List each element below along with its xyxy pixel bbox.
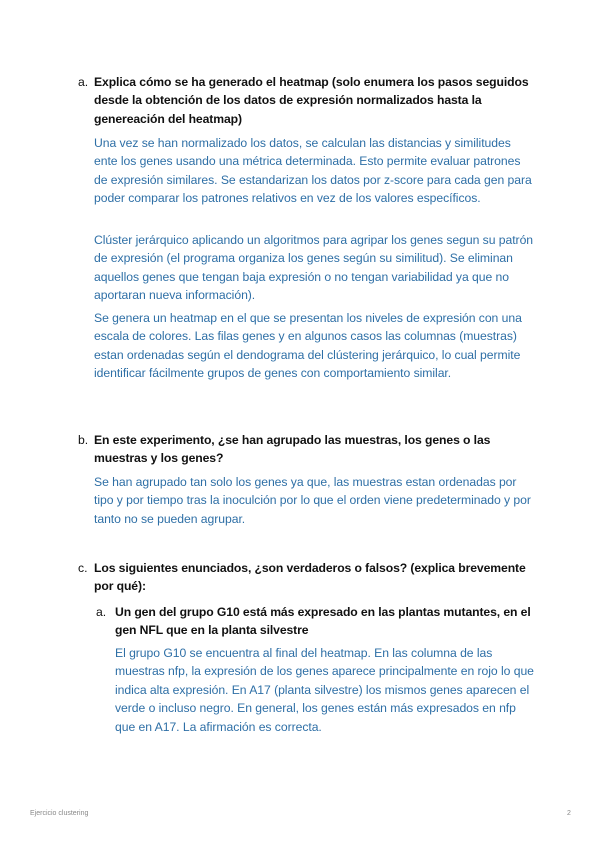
answer-b: Se han agrupado tan solo los genes ya que, las muestras estan ordenadas por tipo y por tiempo tras la inoculción por lo que el orden viene predeterminado y por tanto no se pueden agrupar. (94, 475, 531, 526)
list-marker-c-a: a. (96, 605, 107, 619)
question-c-a: Un gen del grupo G10 está más expresado en las plantas mutantes, en el gen NFL que en la planta silvestre (115, 605, 531, 638)
answer-c-a: El grupo G10 se encuentra al final del heatmap. En las columna de las muestras nfp, la expresión de los genes aparece principalmente en rojo lo que indica alta expresión. En A17 (planta silvestre) los mismos genes aparecen el verde o incluso negro. En general, los genes están más expresados en nfp que en A17. La afirmación es correcta. (115, 646, 534, 734)
list-marker-b: b. (78, 433, 89, 447)
answer-a-1: Una vez se han normalizado los datos, se calculan las distancias y similitudes ente los genes usando una métrica determinada. Esto permite evaluar patrones de expresión similares. Se estandarizan los datos por z-score para cada gen para poder comparar los patrones relativos en vez de los valores específicos. (94, 136, 532, 206)
list-marker-c: c. (78, 561, 88, 575)
footer-page-number: 2 (567, 810, 571, 817)
question-b: En este experimento, ¿se han agrupado las muestras, los genes o las muestras y los genes? (94, 433, 491, 466)
footer-doc-title: Ejercicio clustering (30, 810, 89, 817)
question-a: Explica cómo se ha generado el heatmap (solo enumera los pasos seguidos desde la obtención de los datos de expresión normalizados hasta la genereación del heatmap) (94, 75, 529, 126)
answer-a-3: Se genera un heatmap en el que se presentan los niveles de expresión con una escala de colores. Las filas genes y en algunos casos las columnas (muestras) estan ordenadas según el dendograma del clústering jerárquico, lo cual permite identificar fácilmente grupos de genes con comportamiento similar. (94, 311, 522, 381)
list-marker-a: a. (78, 75, 89, 89)
question-c: Los siguientes enunciados, ¿son verdaderos o falsos? (explica brevemente por qué): (94, 561, 526, 594)
answer-a-2: Clúster jerárquico aplicando un algoritmos para agripar los genes segun su patrón de expresión (el programa organiza los genes según su similitud). Se eliminan aquellos genes que tengan baja expresión o no tengan variabilidad ya que no aportaran nueva información). (94, 233, 534, 303)
